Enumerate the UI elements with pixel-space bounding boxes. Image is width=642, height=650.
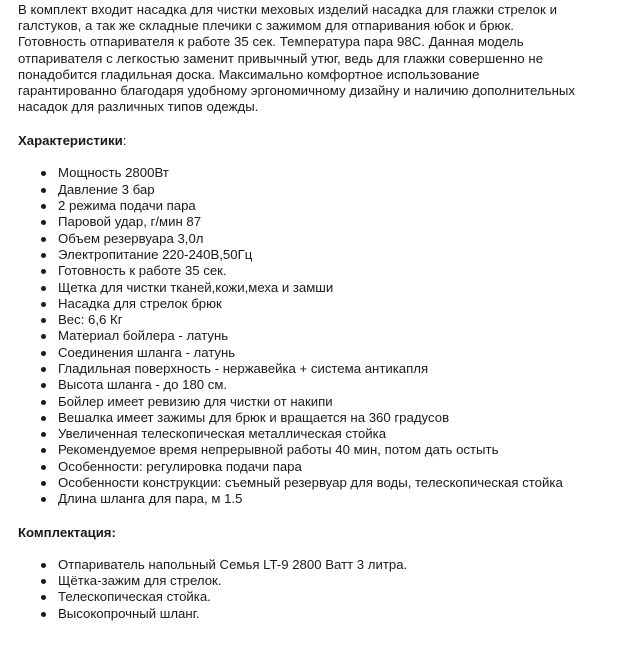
kit-heading-label: Комплектация:	[18, 524, 116, 540]
spec-item: 2 режима подачи пара	[18, 198, 638, 214]
bullet-icon	[41, 204, 46, 209]
specs-heading-label: Характеристики	[18, 133, 123, 149]
kit-heading	[18, 525, 638, 541]
bullet-icon	[41, 432, 46, 437]
kit-item: Телескопическая стойка.	[18, 589, 638, 605]
intro-paragraph	[18, 2, 638, 115]
spec-item: Объем резервуара 3,0л	[18, 231, 638, 247]
spec-item: Электропитание 220-240В,50Гц	[18, 247, 638, 263]
spec-item: Увеличенная телескопическая металлическая стойка	[18, 426, 638, 442]
bullet-icon	[41, 579, 46, 584]
spec-item: Давление 3 бар	[18, 182, 638, 198]
bullet-icon	[41, 416, 46, 421]
spec-item: Высота шланга - до 180 см.	[18, 377, 638, 393]
bullet-icon	[41, 334, 46, 339]
bullet-icon	[41, 448, 46, 453]
spec-item: Длина шланга для пара, м 1.5	[18, 491, 638, 507]
bullet-icon	[41, 253, 46, 258]
bullet-icon	[41, 383, 46, 388]
bullet-icon	[41, 465, 46, 470]
spec-item: Вес: 6,6 Кг	[18, 312, 638, 328]
spec-item: Мощность 2800Вт	[18, 165, 638, 181]
bullet-icon	[41, 237, 46, 242]
bullet-icon	[41, 220, 46, 225]
bullet-icon	[41, 318, 46, 323]
bullet-icon	[41, 269, 46, 274]
spec-item: Гладильная поверхность - нержавейка + система антикапля	[18, 361, 638, 377]
bullet-icon	[41, 497, 46, 502]
intro-line: Готовность отпаривателя к работе 35 сек. Температура пара 98С. Данная модель	[18, 34, 524, 50]
intro-line: понадобится гладильная доска. Максимально комфортное использование	[18, 66, 480, 82]
spec-item: Бойлер имеет ревизию для чистки от накипи	[18, 394, 638, 410]
kit-list	[18, 557, 638, 622]
spec-item: Щетка для чистки тканей,кожи,меха и замши	[18, 280, 638, 296]
intro-line: отпаривателя с легкостью заменит привычный утюг, ведь для глажки совершенно не	[18, 50, 544, 66]
bullet-icon	[41, 286, 46, 291]
bullet-icon	[41, 351, 46, 356]
bullet-icon	[41, 171, 46, 176]
spec-item: Паровой удар, г/мин 87	[18, 214, 638, 230]
bullet-icon	[41, 400, 46, 405]
spec-item: Особенности: регулировка подачи пара	[18, 459, 638, 475]
product-description	[18, 2, 638, 622]
spec-item: Рекомендуемое время непрерывной работы 40 мин, потом дать остыть	[18, 442, 638, 458]
bullet-icon	[41, 188, 46, 193]
spec-item: Готовность к работе 35 сек.	[18, 263, 638, 279]
bullet-icon	[41, 302, 46, 307]
bullet-icon	[41, 612, 46, 617]
bullet-icon	[41, 563, 46, 568]
specs-heading	[18, 133, 638, 149]
kit-item: Высокопрочный шланг.	[18, 606, 638, 622]
kit-item: Щётка-зажим для стрелок.	[18, 573, 638, 589]
bullet-icon	[41, 595, 46, 600]
intro-line: В комплект входит насадка для чистки меховых изделий насадка для глажки стрелок и	[18, 2, 557, 17]
spec-item: Материал бойлера - латунь	[18, 328, 638, 344]
spec-item: Соединения шланга - латунь	[18, 345, 638, 361]
intro-line: галстуков, а так же складные плечики с зажимом для отпаривания юбок и брюк.	[18, 18, 515, 34]
spec-item: Вешалка имеет зажимы для брюк и вращается на 360 градусов	[18, 410, 638, 426]
intro-line: гарантированно благодаря удобному эргономичному дизайну и наличию дополнительных	[18, 83, 576, 99]
bullet-icon	[41, 367, 46, 372]
specs-heading-colon: :	[122, 133, 127, 149]
spec-item: Насадка для стрелок брюк	[18, 296, 638, 312]
specs-list	[18, 165, 638, 507]
intro-line: насадок для различных типов одежды.	[18, 99, 259, 115]
spec-item: Особенности конструкции: съемный резервуар для воды, телескопическая стойка	[18, 475, 638, 491]
bullet-icon	[41, 481, 46, 486]
kit-item: Отпариватель напольный Семья LT-9 2800 Ватт 3 литра.	[18, 557, 638, 573]
